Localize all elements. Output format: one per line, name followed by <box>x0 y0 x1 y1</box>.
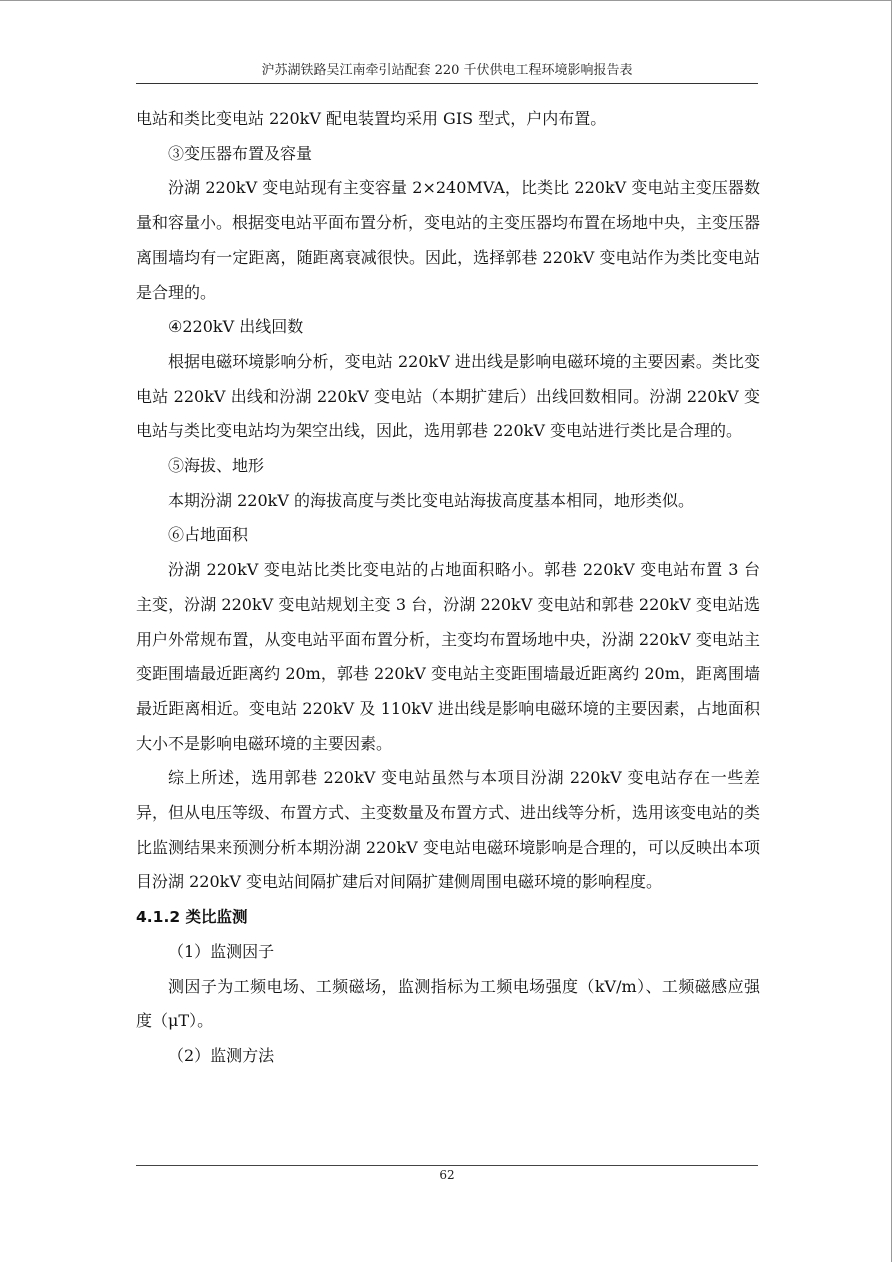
running-header-title: 沪苏湖铁路吴江南牵引站配套 220 千伏供电工程环境影响报告表 <box>261 63 633 78</box>
subheading-monitoring-factors: （1）监测因子 <box>168 941 275 961</box>
paragraph-summary: 综上所述，选用郭巷 220kV 变电站虽然与本项目汾湖 220kV 变电站存在一些差异，但从电压等级、布置方式、主变数量及布置方式、进出线等分析，选用该变电站的类比监测结果来预测分析本期汾湖 220kV 变电站电磁环境影响是合理的，可以反映出本项目汾湖 220kV 变电站间隔扩建后对间隔扩建侧周围电磁环境的影响程度。 <box>136 768 761 892</box>
paragraph-land-area: 汾湖 220kV 变电站比类比变电站的占地面积略小。郭巷 220kV 变电站布置 3 台主变，汾湖 220kV 变电站规划主变 3 台，汾湖 220kV 变电站和郭巷 220kV 变电站选用户外常规布置，从变电站平面布置分析，主变均布置场地中央，汾湖 220kV 变电站主变距围墙最近距离约 20m，郭巷 220kV 变电站主变距围墙最近距离约 20m，距离围墙最近距离相近。变电站 220kV 及 110kV 进出线是影响电磁环境的主要因素，占地面积大小不是影响电磁环境的主要因素。 <box>136 560 760 753</box>
subheading-transformer-layout: ③变压器布置及容量 <box>168 143 313 163</box>
paragraph-monitoring-factors: 测因子为工频电场、工频磁场，监测指标为工频电场强度（kV/m）、工频磁感应强度（μT）。 <box>136 976 760 1031</box>
subheading-altitude-terrain: ⑤海拔、地形 <box>168 456 265 476</box>
paragraph-altitude-terrain: 本期汾湖 220kV 的海拔高度与类比变电站海拔高度基本相同，地形类似。 <box>168 490 694 510</box>
header-rule <box>136 83 758 84</box>
paragraph-continuation: 电站和类比变电站 220kV 配电装置均采用 GIS 型式，户内布置。 <box>136 109 607 128</box>
subheading-outgoing-lines: ④220kV 出线回数 <box>168 317 304 337</box>
page-number: 62 <box>439 1168 455 1182</box>
paragraph-transformer-capacity: 汾湖 220kV 变电站现有主变容量 2×240MVA，比类比 220kV 变电站主变压器数量和容量小。根据变电站平面布置分析，变电站的主变压器均布置在场地中央，主变压器离围墙均有一定距离，随距离衰减很快。因此，选择郭巷 220kV 变电站作为类比变电站是合理的。 <box>136 178 761 302</box>
subheading-land-area: ⑥占地面积 <box>168 525 249 545</box>
footer-rule <box>136 1165 758 1166</box>
page-top-edge <box>0 0 892 1</box>
subheading-monitoring-method: （2）监测方法 <box>168 1045 275 1065</box>
section-heading-analog-monitoring: 4.1.2 类比监测 <box>136 908 248 927</box>
page-body <box>136 102 760 1074</box>
paragraph-outgoing-lines: 根据电磁环境影响分析，变电站 220kV 进出线是影响电磁环境的主要因素。类比变电站 220kV 出线和汾湖 220kV 变电站（本期扩建后）出线回数相同。汾湖 220kV 变电站与类比变电站均为架空出线，因此，选用郭巷 220kV 变电站进行类比是合理的。 <box>136 351 760 441</box>
